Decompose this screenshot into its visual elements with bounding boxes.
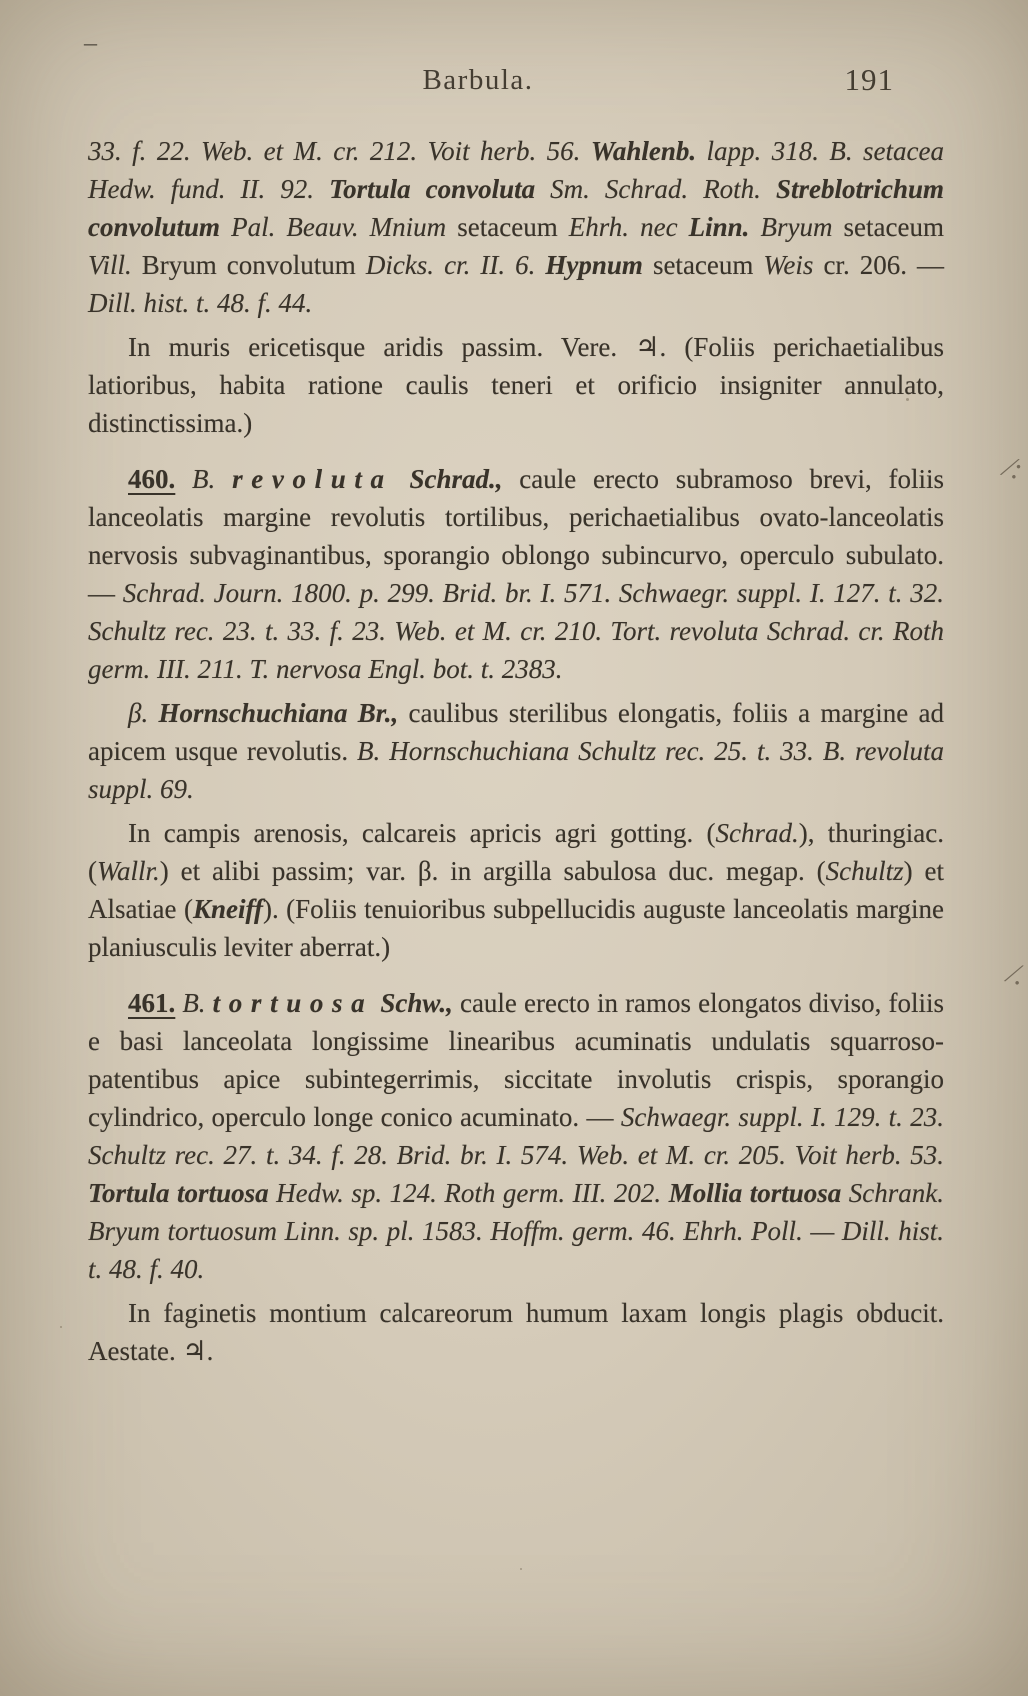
- paper-speck: [520, 1568, 522, 1570]
- text-run: Schrad.,: [392, 464, 503, 494]
- paragraph-habitat-previous: [88, 328, 944, 442]
- text-run: Tortula tortuosa: [88, 1178, 269, 1208]
- text-run: lapp. 318. B. setacea Hedw. fund. II. 92.: [88, 136, 944, 204]
- text-run: Schw.,: [373, 988, 453, 1018]
- stray-ink-mark: ‒: [84, 28, 97, 57]
- text-run: caule erecto subramoso brevi, foliis lanceolatis margine revolutis tortilibus, perichaetialibus ovato-lanceolatis nervosis subvaginantibus, sporangio oblongo subincurvo, operculo subulato. —: [88, 464, 945, 608]
- text-run: Streblotrichum convolutum: [88, 174, 945, 242]
- text-run: Pal. Beauv. Mnium: [220, 212, 458, 242]
- paper-speck: [906, 398, 909, 401]
- text-run: Hedw. sp. 124. Roth germ. III. 202.: [268, 1178, 669, 1208]
- text-run: Sm. Schrad. Roth.: [535, 174, 776, 204]
- text-run: Schwaegr. suppl. I. 129. t. 23. Schultz rec. 27. t. 34. f. 28. Brid. br. I. 574. Web. et M. cr. 205. Voit herb. 53.: [88, 1102, 944, 1170]
- text-run: Wallr.: [97, 856, 160, 886]
- text-run: caulibus sterilibus elongatis, foliis a margine ad apicem usque revolutis.: [88, 698, 945, 766]
- text-run: In muris ericetisque aridis passim. Vere. ♃. (Foliis perichaetialibus latioribus, habita ratione caulis teneri et orificio insigniter annulato, distinctissima.): [88, 332, 944, 438]
- text-block: [88, 132, 944, 1376]
- text-run: Tortula convoluta: [329, 174, 536, 204]
- text-run: B. Hornschuchiana Schultz rec. 25. t. 33. B. revoluta suppl. 69.: [88, 736, 945, 804]
- paragraph-entry-461: [88, 984, 944, 1288]
- text-run: Hornschuchiana Br.,: [158, 698, 399, 728]
- text-run: Mollia tortuosa: [668, 1178, 842, 1208]
- text-run: Ehrh. nec: [568, 212, 689, 242]
- text-run: setaceum: [457, 212, 569, 242]
- text-run: 33. f. 22. Web. et M. cr. 212. Voit herb. 56.: [88, 136, 591, 166]
- text-run: B.: [175, 988, 213, 1018]
- page-number: 191: [844, 62, 894, 97]
- text-run: Linn.: [688, 212, 750, 242]
- text-run: Kneiff: [192, 894, 263, 924]
- paragraph-synonymy-continuation: [88, 132, 944, 322]
- text-run: ), thuringiac. (: [88, 818, 944, 886]
- running-title: Barbula.: [422, 64, 534, 96]
- text-run: Dicks. cr. II. 6.: [365, 250, 546, 280]
- handwritten-margin-mark-461: ∕.: [1007, 956, 1028, 993]
- text-run: B.: [175, 464, 233, 494]
- text-run: setaceum: [843, 212, 944, 242]
- text-run: Dill. hist. t. 48. f. 44.: [88, 288, 313, 318]
- page-header: [88, 64, 940, 106]
- text-run: cr. 206. —: [823, 250, 944, 280]
- text-run: Wahlenb.: [590, 136, 697, 166]
- text-run: setaceum: [642, 250, 764, 280]
- text-run: ). (Foliis tenuioribus subpellucidis auguste lanceolatis margine planiusculis leviter aberrat.): [88, 894, 944, 962]
- text-run: Bryum convolutum: [141, 250, 366, 280]
- text-run: caule erecto in ramos elongatos diviso, foliis e basi lanceolata longissime linearibus acuminatis undulatis squarroso-patentibus apice subintegerrimis, siccitate involutis crispis, sporangio cylindrico, operculo longe conico acuminato. —: [88, 988, 944, 1132]
- paragraph-habitat-460: [88, 814, 944, 966]
- text-run: Weis: [763, 250, 824, 280]
- text-run: 460.: [128, 464, 176, 494]
- paper-speck: [60, 1326, 62, 1328]
- text-run: Schultz: [825, 856, 904, 886]
- text-run: Schrank. Bryum tortuosum Linn. sp. pl. 1583. Hoffm. germ. 46. Ehrh. Poll. — Dill. hist. t. 48. f. 40.: [88, 1178, 944, 1284]
- text-run: ) et Alsatiae (: [88, 856, 944, 924]
- text-run: Schrad.: [715, 818, 799, 848]
- paragraph-habitat-461: [88, 1294, 944, 1370]
- paragraph-variety-beta: [88, 694, 944, 808]
- text-run: β.: [128, 698, 159, 728]
- text-run: Hypnum: [545, 250, 643, 280]
- text-run: Schrad. Journ. 1800. p. 299. Brid. br. I. 571. Schwaegr. suppl. I. 127. t. 32. Schultz rec. 23. t. 33. f. 23. Web. et M. cr. 210. Tort. revoluta Schrad. cr. Roth germ. III. 211. T. nervosa Engl. bot. t. 2383.: [88, 578, 944, 684]
- paragraph-entry-460: [88, 460, 944, 688]
- text-run: 461.: [128, 988, 176, 1018]
- text-run: Vill.: [88, 250, 142, 280]
- text-run: ) et alibi passim; var. β. in argilla sabulosa duc. megap. (: [159, 856, 826, 886]
- text-run: tortuosa: [212, 988, 374, 1018]
- text-run: Bryum: [749, 212, 844, 242]
- text-run: In campis arenosis, calcareis apricis agri gotting. (: [128, 818, 716, 848]
- handwritten-margin-mark-460: ∕:: [1003, 450, 1026, 487]
- text-run: In faginetis montium calcareorum humum laxam longis plagis obducit. Aestate. ♃.: [88, 1298, 944, 1366]
- text-run: revoluta: [232, 464, 393, 494]
